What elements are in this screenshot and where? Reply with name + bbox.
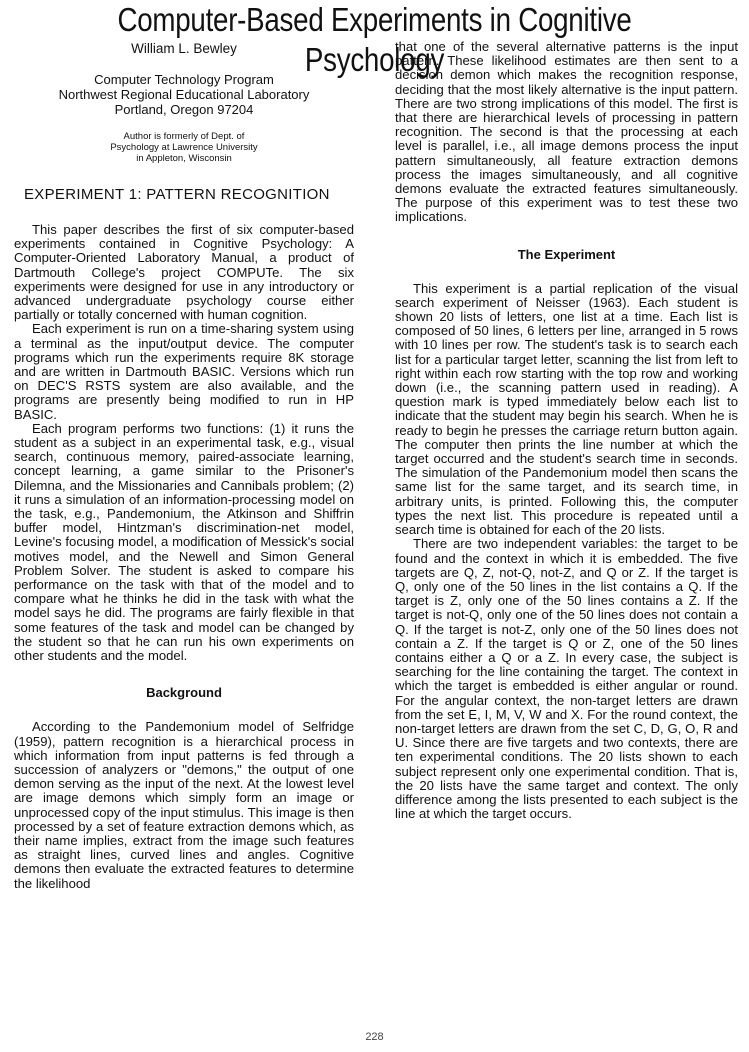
affiliation-line: Northwest Regional Educational Laboratory	[58, 87, 310, 102]
experiment-heading: EXPERIMENT 1: PATTERN RECOGNITION	[24, 186, 330, 203]
page-title: Computer-Based Experiments in Cognitive Psychology	[117, 1, 632, 78]
page-number: 228	[365, 1031, 384, 1043]
right-column	[395, 40, 738, 821]
background-paragraph: According to the Pandemonium model of Selfridge (1959), pattern recognition is a hierarchical process in which information from input patterns is fed through a succession of analyzers or "demons," the output of one demon serving as the input of the next. At the lowest level are image demons which simply form an image or unprocessed copy of the input stimulus. This image is then processed by a set of feature extraction demons which, as their name implies, extract from the image such features as straight lines, curved lines and angles. Cognitive demons then evaluate the extracted features to determine the likelihood	[14, 719, 354, 891]
author-name: William L. Bewley	[131, 41, 237, 56]
background-paragraph-continued: that one of the several alternative patterns is the input pattern. These likelihood estimates are then sent to a decision demon which makes the recognition response, deciding that the most likely alternative is the input pattern. There are two strong implications of this model. The first is that there are hierarchical levels of processing in pattern recognition. The second is that the processing at each level is parallel, i.e., all image demons process the input pattern simultaneously, all feature extraction demons process the images simultaneously, and all cognitive demons evaluate the extracted features simultaneously. The purpose of this experiment was to test these two implications.	[395, 39, 738, 225]
affiliation-line: Portland, Oregon 97204	[114, 102, 254, 117]
left-column	[14, 40, 354, 891]
author-note-line: in Appleton, Wisconsin	[136, 153, 232, 164]
intro-paragraph: This paper describes the first of six computer-based experiments contained in Cognitive Psychology: A Computer-Oriented Laboratory Manual, a product of Dartmouth College's project COMPUTe. The six experiments were designed for use in any introductory or advanced undergraduate psychology course either partially or totally concerned with human cognition.	[14, 222, 354, 323]
intro-paragraph: Each experiment is run on a time-sharing system using a terminal as the input/output device. The computer programs which run the experiments require 8K storage and are written in Dartmouth BASIC. Versions which run on DEC'S RSTS system are also available, and the programs are presently being modified to run in HP BASIC.	[14, 321, 354, 422]
affiliation-line: Computer Technology Program	[94, 72, 274, 87]
experiment-paragraph: There are two independent variables: the target to be found and the context in which it is embedded. The five targets are Q, Z, not-Q, not-Z, and Q or Z. If the target is Q, only one of the 50 lines in the list contains a Q. If the target is Z, only one of the 50 lines contains a Z. If the target is not-Q, only one of the 50 lines does not contain a Q. If the target is not-Z, only one of the 50 lines does not contain a Z. If the target is Q or Z, one of the 50 lines contains either a Q or a Z. In every case, the subject is searching for the line containing the target. The context in which the target is embedded is either angular or round. For the angular context, the non-target letters are drawn from the set E, I, M, V, W and X. For the round context, the non-target letters are drawn from the set C, D, G, O, R and U. Since there are five targets and two contexts, there are ten experimental conditions. The 20 lists shown to each subject represent only one experimental condition. That is, the 20 lists have the same target and context. The only difference among the lists presented to each subject is the line at which the target occurs.	[395, 536, 738, 822]
author-note	[14, 131, 354, 164]
experiment-paragraph: This experiment is a partial replication of the visual search experiment of Neisser (1963). Each student is shown 20 lists of letters, one list at a time. Each list is composed of 50 lines, 6 letters per line, arranged in 5 rows with 10 lines per row. The student's task is to search each list for a particular target letter, scanning the list from left to right within each row starting with the top row and working down (i.e., the scanning pattern used in reading). A question mark is typed immediately below each list to indicate that the student may begin his search. When he is ready to begin he presses the carriage return button again. The computer then prints the line number at which the target occurred and the student's search time in seconds. The simulation of the Pandemonium model then scans the same list for the same target, and its search time, in arbitrary units, is printed. Following this, the computer types the next list. This procedure is repeated until a search time is obtained for each of the 20 lists.	[395, 280, 738, 538]
background-heading: Background	[146, 685, 222, 701]
author-note-line: Psychology at Lawrence University	[110, 142, 258, 153]
intro-paragraph: Each program performs two functions: (1) it runs the student as a subject in an experimental task, e.g., visual search, continuous memory, paired-associate learning, concept learning, a game similar to the Prisoner's Dilemna, and the Missionaries and Cannibals problem; (2) it runs a simulation of an information-processing model on the task, e.g., Pandemonium, the Atkinson and Shiffrin buffer model, Hintzman's discrimination-net model, Levine's focusing model, a modification of Messick's social motives model, and the Newell and Simon General Problem Solver. The student is asked to compare his performance on the task with that of the model and to compare what he thinks he did in the task with what the model says he did. The programs are fairly flexible in that some features of the task and model can be changed by the student so that he can run his own experiments on other students and the model.	[14, 420, 354, 664]
affiliation	[14, 72, 354, 117]
experiment-subheading: The Experiment	[517, 246, 616, 262]
author-note-line: Author is formerly of Dept. of	[123, 131, 245, 142]
